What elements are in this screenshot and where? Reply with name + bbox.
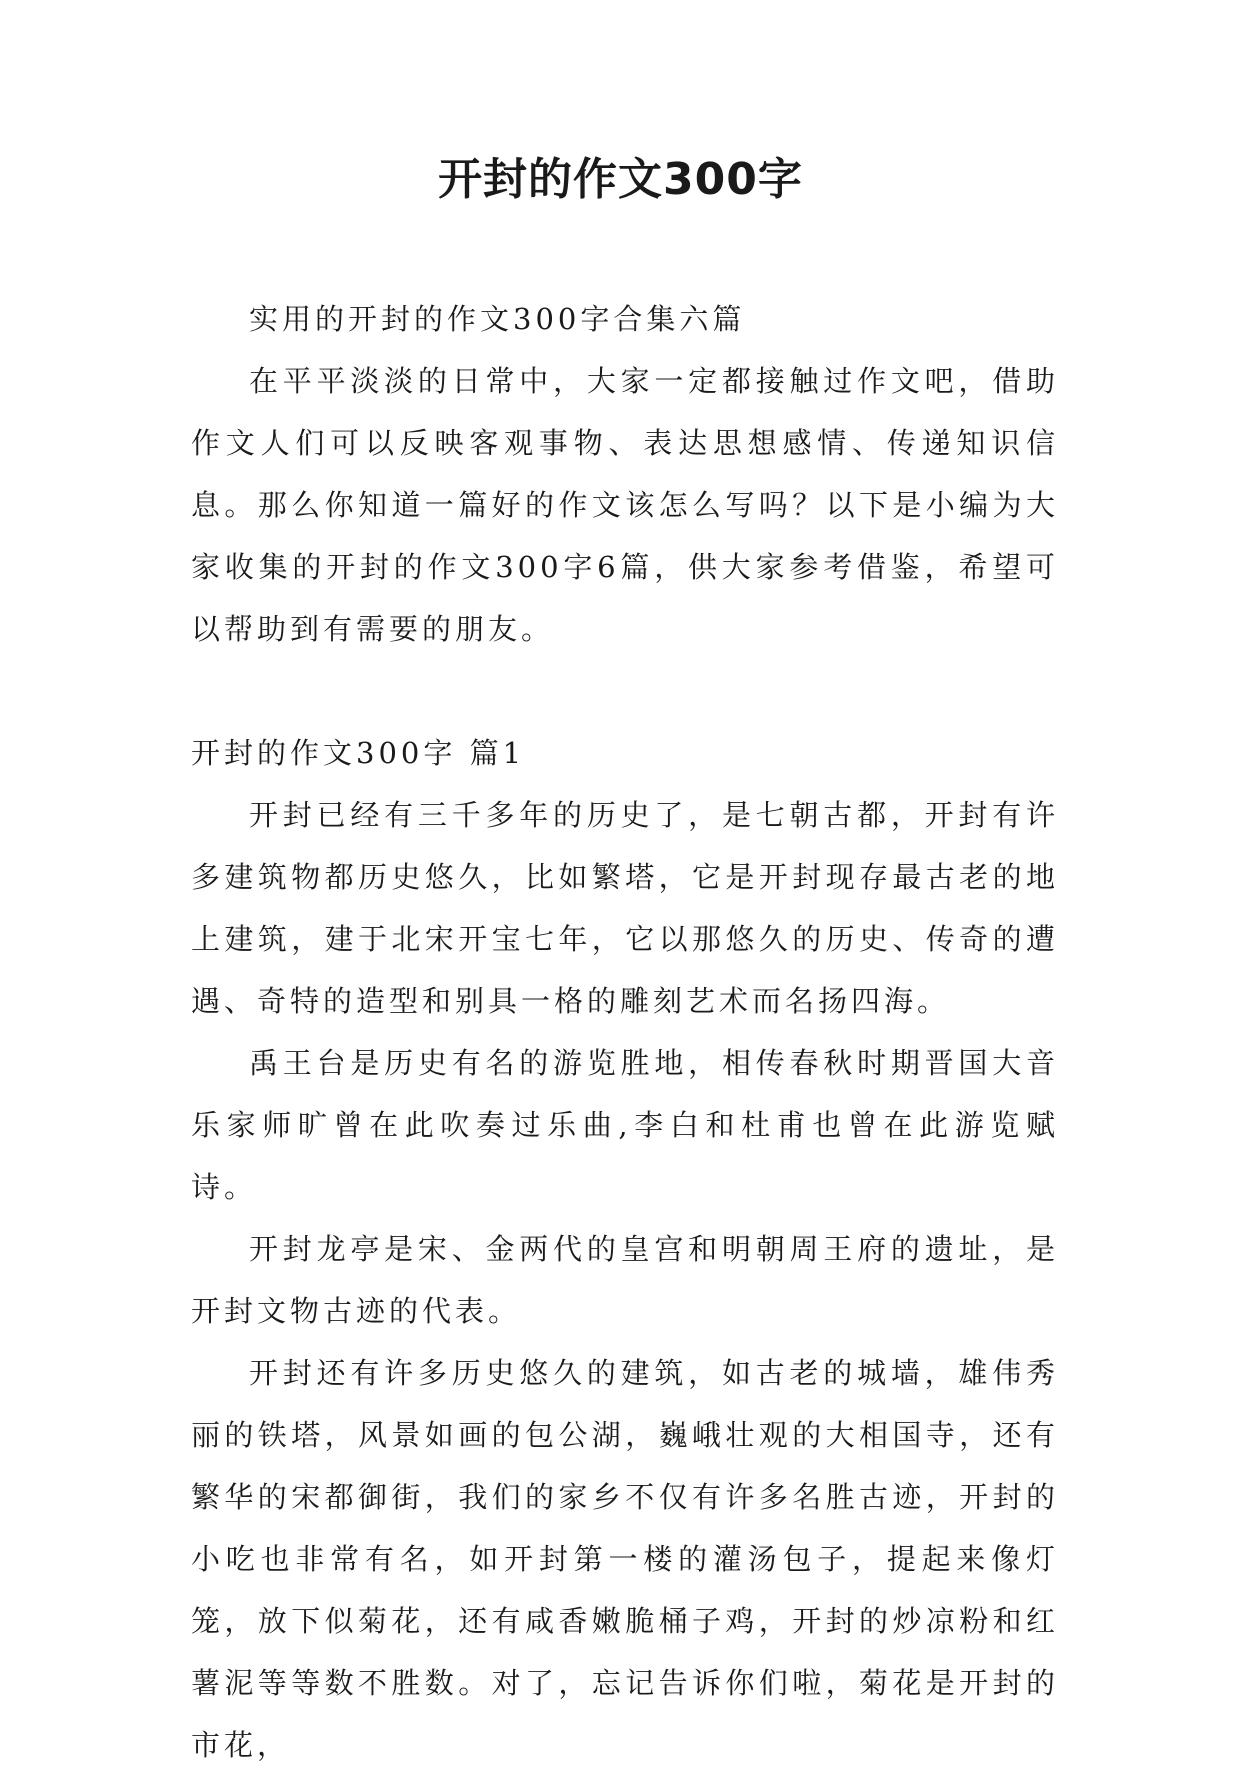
section-spacer bbox=[191, 660, 1059, 722]
section-paragraph: 开封龙亭是宋、金两代的皇宫和明朝周王府的遗址，是开封文物古迹的代表。 bbox=[191, 1232, 1059, 1328]
intro-line: 实用的开封的作文300字合集六篇 bbox=[249, 302, 746, 336]
section-heading: 开封的作文300字 篇1 bbox=[191, 736, 526, 770]
section-paragraph: 禹王台是历史有名的游览胜地，相传春秋时期晋国大音乐家师旷曾在此吹奏过乐曲,李白和杜甫也曾在此游览赋诗。 bbox=[191, 1046, 1059, 1204]
intro-paragraph: 在平平淡淡的日常中，大家一定都接触过作文吧，借助作文人们可以反映客观事物、表达思想感情、传递知识信息。那么你知道一篇好的作文该怎么写吗？以下是小编为大家收集的开封的作文300字6篇，供大家参考借鉴，希望可以帮助到有需要的朋友。 bbox=[191, 364, 1059, 646]
section-paragraph: 开封已经有三千多年的历史了，是七朝古都，开封有许多建筑物都历史悠久，比如繁塔，它是开封现存最古老的地上建筑，建于北宋开宝七年，它以那悠久的历史、传奇的遭遇、奇特的造型和别具一格的雕刻艺术而名扬四海。 bbox=[191, 798, 1059, 1018]
section-paragraph: 开封还有许多历史悠久的建筑，如古老的城墙，雄伟秀丽的铁塔，风景如画的包公湖，巍峨壮观的大相国寺，还有繁华的宋都御街，我们的家乡不仅有许多名胜古迹，开封的小吃也非常有名，如开封第一楼的灌汤包子，提起来像灯笼，放下似菊花，还有咸香嫩脆桶子鸡，开封的炒凉粉和红薯泥等等数不胜数。对了，忘记告诉你们啦，菊花是开封的市花， bbox=[191, 1356, 1059, 1762]
document-body bbox=[191, 288, 1059, 1776]
document-title: 开封的作文300字 bbox=[438, 154, 803, 205]
